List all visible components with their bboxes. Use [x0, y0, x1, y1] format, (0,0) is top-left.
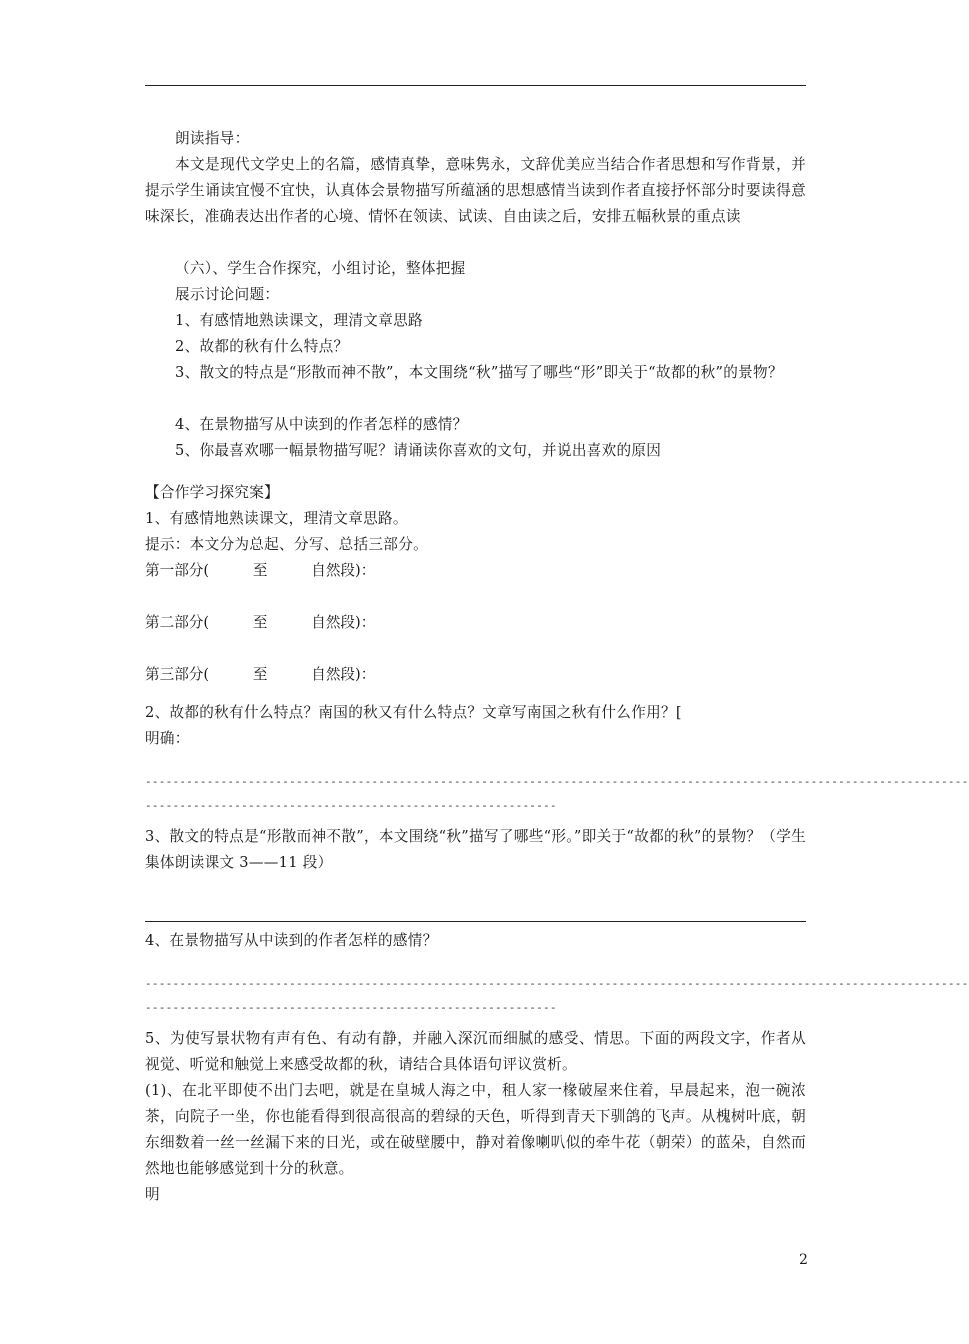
coop-study-title: 【合作学习探究案】: [145, 484, 280, 501]
answer-dash-line: ------------------------------------------------------------: [145, 799, 557, 812]
part-one-blank: 第一部分( 至 自然段)：: [145, 562, 376, 579]
coop-question-5-answer-label: 明: [145, 1186, 160, 1203]
part-three-blank: 第三部分( 至 自然段)：: [145, 666, 376, 683]
discussion-question-1: 1、有感情地熟读课文，理清文章思路: [175, 312, 423, 329]
reading-guide-title: 朗读指导：: [175, 130, 250, 147]
reading-guide-body: 本文是现代文学史上的名篇，感情真挚，意味隽永，文辞优美应当结合作者思想和写作背景，并提示学生诵读宜慢不宜快，认真体会景物描写所蕴涵的思想感情当读到作者直接抒怀部分时要读得意味深长，准确表达出作者的心境、情怀在领读、试读、自由读之后，安排五幅秋景的重点读: [145, 156, 806, 225]
answer-dash-line: ------------------------------------------------------------------------------------------------------------------------: [145, 977, 969, 990]
answer-rule: [145, 921, 806, 922]
header-rule: [145, 85, 806, 86]
answer-dash-line: ------------------------------------------------------------: [145, 1001, 557, 1014]
coop-hint: 提示：本文分为总起、分写、总括三部分。: [145, 536, 428, 553]
coop-question-4: 4、在景物描写从中读到的作者怎样的感情？: [145, 932, 438, 949]
coop-question-5: 5、为使写景状物有声有色、有动有静，并融入深沉而细腻的感受、情思。下面的两段文字，作者从视觉、听觉和触觉上来感受故都的秋，请结合具体语句评议赏析。: [145, 1030, 806, 1073]
part-two-blank: 第二部分( 至 自然段)：: [145, 614, 376, 631]
coop-question-2-answer-label: 明确：: [145, 730, 190, 747]
page-number: 2: [799, 1252, 808, 1268]
answer-dash-line: ------------------------------------------------------------------------------------------------------------------------: [145, 775, 969, 788]
section-six-subheading: 展示讨论问题：: [175, 286, 280, 303]
coop-question-2: 2、故都的秋有什么特点？南国的秋又有什么特点？文章写南国之秋有什么作用？[: [145, 704, 682, 721]
discussion-question-4: 4、在景物描写从中读到的作者怎样的感情？: [175, 416, 468, 433]
discussion-question-5: 5、你最喜欢哪一幅景物描写呢？请诵读你喜欢的文句，并说出喜欢的原因: [175, 442, 662, 459]
section-six-heading: （六）、学生合作探究，小组讨论，整体把握: [175, 260, 466, 277]
coop-question-3: 3、散文的特点是“形散而神不散”，本文围绕“秋”描写了哪些“形。”即关于“故都的秋”的景物？（学生集体朗读课文 3——11 段）: [145, 828, 806, 871]
coop-question-1: 1、有感情地熟读课文，理清文章思路。: [145, 510, 408, 527]
discussion-question-2: 2、故都的秋有什么特点？: [175, 338, 349, 355]
coop-question-5-passage: (1)、在北平即使不出门去吧，就是在皇城人海之中，租人家一椽破屋来住着，早晨起来，泡一碗浓茶，向院子一坐，你也能看得到很高很高的碧绿的天色，听得到青天下驯鸽的飞声。从槐树叶底，朝东细数着一丝一丝漏下来的日光，或在破壁腰中，静对着像喇叭似的牵牛花（朝荣）的蓝朵，自然而然地也能够感觉到十分的秋意。: [145, 1082, 806, 1177]
discussion-question-3: 3、散文的特点是“形散而神不散”，本文围绕“秋”描写了哪些“形”即关于“故都的秋”的景物？: [175, 364, 783, 381]
